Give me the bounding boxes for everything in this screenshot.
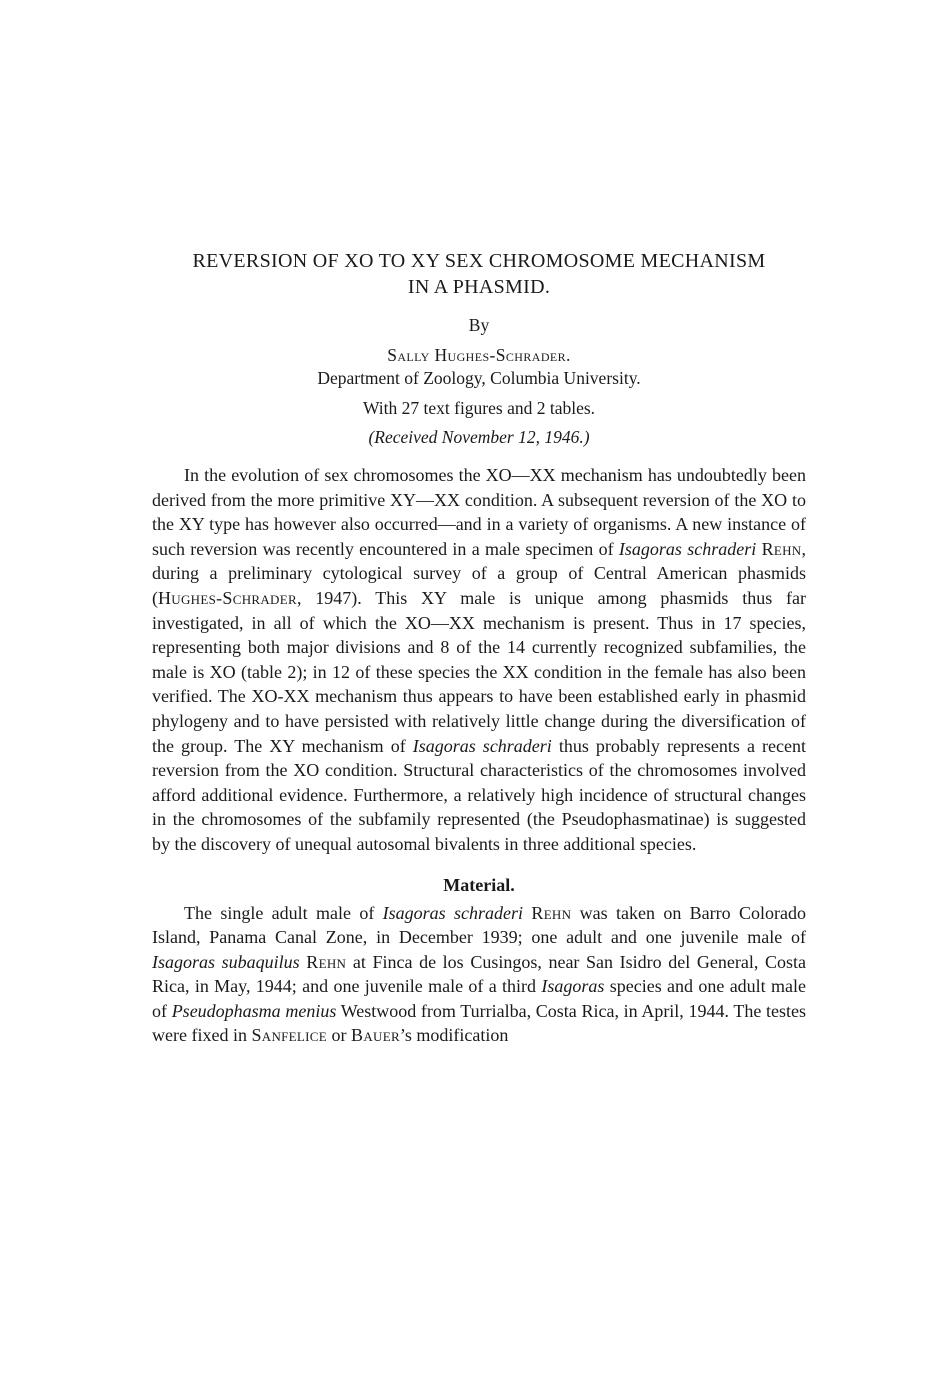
author-affiliation: Department of Zoology, Columbia University. (317, 368, 641, 388)
material-text-2: was taken on Barro Colorado Island, Panama Canal Zone, in December 1939; one adult and one juvenile male of (152, 902, 806, 948)
material-text-3: at Finca de los Cusingos, near San Isidro del General, Costa Rica, in May, 1944; and one juvenile male of a third (152, 951, 806, 997)
material-paragraph (152, 901, 806, 1049)
intro-text-4: thus probably represents a recent reversion from the XO condition. Structural characteristics of the chromosomes involved afford additional evidence. Furthermore, a relatively high incidence of structural changes in the chromosomes of the subfamily represented (the Pseudophasmatinae) is suggested by the discovery of unequal autosomal bivalents in three additional species. (152, 735, 806, 854)
genus-name: Isagoras (541, 976, 605, 997)
fixative-name: Bauer (351, 1025, 400, 1046)
species-name: Pseudophasma menius (171, 1000, 337, 1021)
byline-label: By (468, 315, 490, 335)
species-name: Isagoras subaquilus (152, 951, 300, 972)
citation-author: Hughes-Schrader (158, 587, 297, 608)
figure-count-note: With 27 text figures and 2 tables. (362, 398, 596, 418)
section-heading-material: Material. (443, 874, 515, 895)
author-name: Sally Hughes-Schrader. (387, 345, 571, 365)
intro-text-1: In the evolution of sex chromosomes the XO—XX mechanism has undoubtedly been derived from the more primitive XY—XX condition. A subsequent reversion of the XO to the XY type has however also occurred—and in a variety of organisms. A new instance of such reversion was recently encountered in a male specimen of (152, 465, 806, 559)
fixative-name: Sanfelice (251, 1025, 328, 1046)
species-name: Isagoras schraderi (618, 538, 757, 559)
intro-text-3: , 1947). This XY male is unique among phasmids thus far investigated, in all of which the XO—XX mechanism is present. Thus in 17 species, representing both major divisions and 8 of the 14 currently recognized subfamilies, the male is XO (table 2); in 12 of these species the XX condition in the female has also been verified. The XO-XX mechanism thus appears to have been established early in phasmid phylogeny and to have persisted with relatively little change during the diversification of the group. The XY mechanism of (152, 587, 806, 756)
species-author: Rehn (306, 951, 347, 972)
material-text-5: Westwood from Turrialba, Costa Rica, in April, 1944. The testes were fixed in (152, 1000, 806, 1046)
title-line-2: IN A PHASMID. (407, 276, 551, 298)
species-name: Isagoras schraderi (382, 902, 524, 923)
article-page (152, 248, 806, 1048)
material-text-7: ’s modification (399, 1025, 509, 1046)
material-text-1: The single adult male of (184, 902, 383, 923)
intro-text-2: , during a preliminary cytological survey of a group of Central American phasmids ( (152, 538, 806, 608)
received-date: (Received November 12, 1946.) (368, 427, 590, 447)
species-author: Rehn (761, 538, 802, 559)
intro-paragraph (152, 463, 806, 857)
article-title (152, 248, 806, 300)
material-text-6: or (327, 1025, 352, 1046)
title-line-1: REVERSION OF XO TO XY SEX CHROMOSOME MECHANISM (192, 250, 766, 272)
material-text-4: species and one adult male of (152, 976, 806, 1021)
species-name: Isagoras schraderi (412, 735, 552, 756)
species-author: Rehn (531, 902, 572, 923)
